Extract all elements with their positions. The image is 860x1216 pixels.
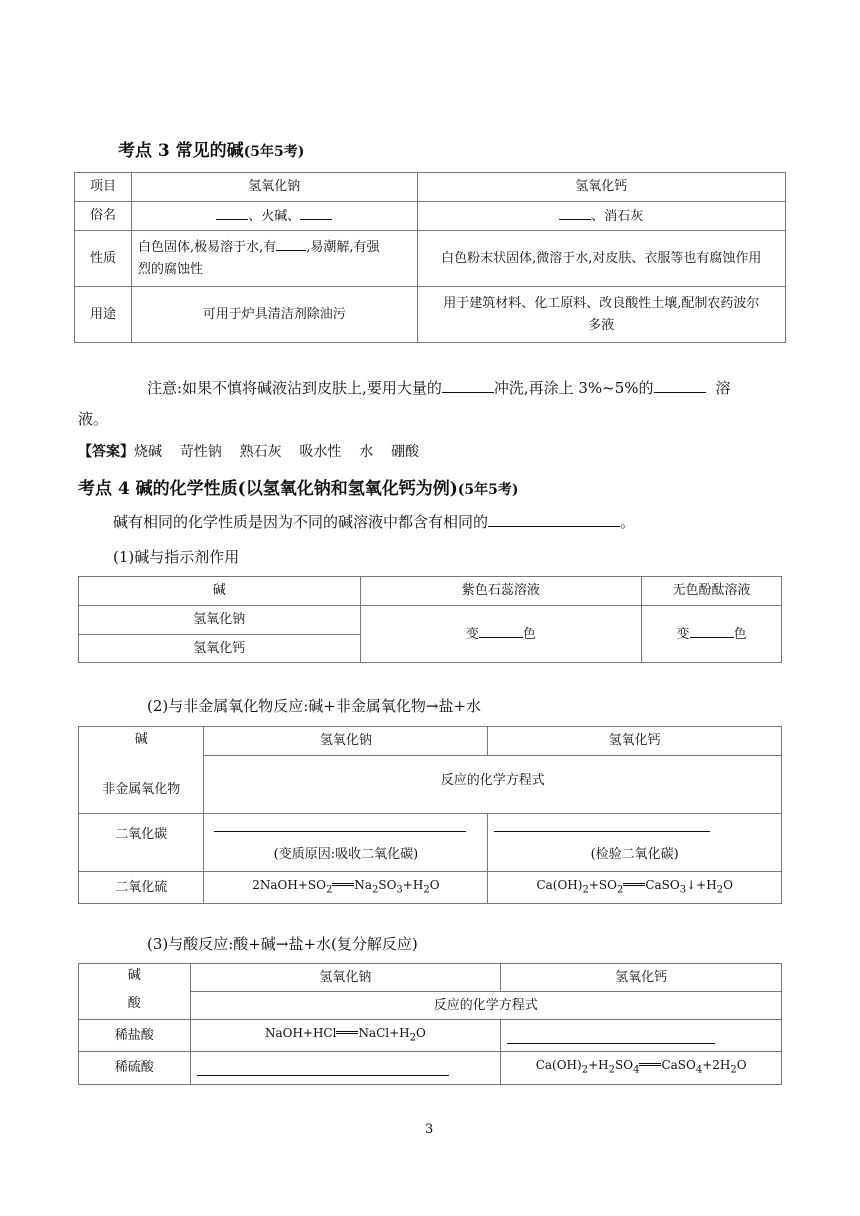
naoh-common-name: 、火碱、	[131, 202, 417, 231]
acid-equation-header: 反应的化学方程式	[190, 992, 781, 1020]
header-naoh: 氢氧化钠	[131, 173, 417, 202]
naoh-h2so4-equation	[190, 1052, 501, 1084]
acid-row-h2so4: 稀硫酸	[79, 1052, 191, 1084]
acid-header-naoh: 氢氧化钠	[190, 964, 501, 992]
nonmetal-oxide-table	[78, 726, 782, 904]
acid-header-caoh: 氢氧化钙	[501, 964, 782, 992]
naoh-so2-equation: $2NaOH+SO_2$ $Na_2SO_3+H_2O$	[204, 872, 488, 904]
oxide-header-naoh: 氢氧化钠	[204, 727, 488, 756]
subsection-indicator: (1)碱与指示剂作用	[113, 548, 240, 566]
row-label-common-name: 俗名	[75, 202, 132, 231]
indicator-header-base: 碱	[79, 577, 361, 606]
indicator-header-litmus: 紫色石蕊溶液	[360, 577, 642, 606]
naoh-use: 可用于炉具清洁剂除油污	[131, 287, 417, 343]
caoh-h2so4-equation: $Ca(OH)_2+H_2SO_4$ $CaSO_4+2H_2O$	[501, 1052, 782, 1084]
oxide-equation-header: 反应的化学方程式	[204, 756, 782, 814]
oxide-header-caoh: 氢氧化钙	[488, 727, 782, 756]
acid-row-hcl: 稀盐酸	[79, 1020, 191, 1052]
row-label-property: 性质	[75, 231, 132, 287]
caoh-property: 白色粉末状固体,微溶于水,对皮肤、衣服等也有腐蚀作用	[417, 231, 785, 287]
indicator-row-naoh: 氢氧化钠	[79, 606, 361, 635]
caoh-use: 用于建筑材料、化工原料、改良酸性土壤,配制农药波尔 多液	[417, 287, 785, 343]
section3-title: 考点 3 常见的碱(5年5考)	[118, 141, 305, 161]
answer-line	[78, 441, 419, 461]
bases-table	[74, 172, 786, 343]
acid-corner: 碱 酸	[79, 964, 191, 1020]
caoh-hcl-equation	[501, 1020, 782, 1052]
indicator-header-phenolphthalein: 无色酚酞溶液	[642, 577, 782, 606]
acid-table	[78, 963, 782, 1085]
oxide-row-so2: 二氧化硫	[79, 872, 204, 904]
phenolphthalein-change: 变 色	[642, 606, 782, 663]
row-label-use: 用途	[75, 287, 132, 343]
note-line-end: 液。	[78, 410, 109, 428]
indicator-row-caoh: 氢氧化钙	[79, 635, 361, 663]
note-line: 注意:如果不慎将碱液沾到皮肤上,要用大量的 冲洗,再涂上 3%~5%的 溶	[147, 379, 731, 397]
subsection-acid: (3)与酸反应:酸+碱→盐+水(复分解反应)	[147, 935, 418, 953]
naoh-property: 白色固体,极易溶于水,有 ,易潮解,有强 烈的腐蚀性	[131, 231, 417, 287]
answer-label: 【答案】	[78, 444, 134, 460]
oxide-row-co2: 二氧化碳	[79, 814, 204, 872]
oxide-corner: 碱 非金属氧化物	[79, 727, 204, 814]
naoh-hcl-equation: NaOH+HCl $NaCl+H_2O$	[190, 1020, 501, 1052]
caoh-common-name: 、消石灰	[417, 202, 785, 231]
header-caoh: 氢氧化钙	[417, 173, 785, 202]
section4-title: 考点 4 碱的化学性质(以氢氧化钠和氢氧化钙为例)(5年5考)	[78, 479, 519, 499]
page-number: 3	[425, 1122, 434, 1137]
answer-items: 烧碱 苛性钠 熟石灰 吸水性 水 硼酸	[134, 444, 420, 460]
header-item: 项目	[75, 173, 132, 202]
caoh-co2-equation: (检验二氧化碳)	[488, 814, 782, 872]
naoh-co2-equation: (变质原因:吸收二氧化碳)	[204, 814, 488, 872]
litmus-change: 变 色	[360, 606, 642, 663]
subsection-nonmetal-oxide: (2)与非金属氧化物反应:碱+非金属氧化物→盐+水	[147, 697, 482, 715]
caoh-so2-equation: $Ca(OH)_2+SO_2$ $CaSO_3↓+H_2O$	[488, 872, 782, 904]
indicator-table	[78, 576, 782, 663]
section4-intro: 碱有相同的化学性质是因为不同的碱溶液中都含有相同的 。	[113, 513, 636, 531]
